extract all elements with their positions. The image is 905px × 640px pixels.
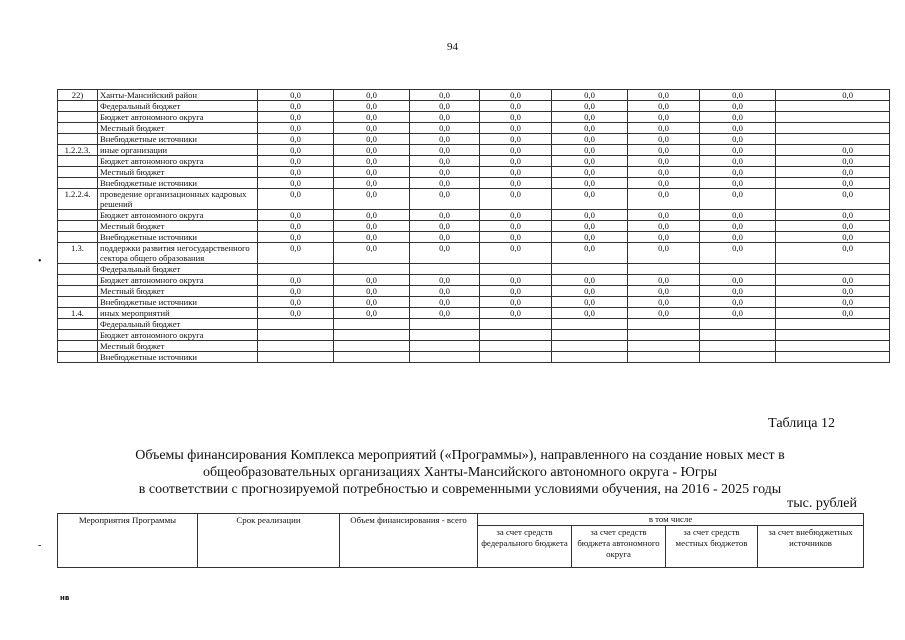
row-code bbox=[58, 221, 98, 232]
row-value: 0,0 bbox=[552, 101, 628, 112]
table-row bbox=[58, 178, 890, 189]
row-value: 0,0 bbox=[334, 145, 410, 156]
row-code bbox=[58, 286, 98, 297]
row-value: 0,0 bbox=[258, 123, 334, 134]
row-value: 0,0 bbox=[258, 232, 334, 243]
row-value: 0,0 bbox=[552, 134, 628, 145]
row-value bbox=[700, 330, 776, 341]
row-name: Внебюджетные источники bbox=[98, 134, 258, 145]
row-value: 0,0 bbox=[334, 134, 410, 145]
row-value: 0,0 bbox=[258, 134, 334, 145]
row-value: 0,0 bbox=[480, 297, 552, 308]
row-value: 0,0 bbox=[776, 286, 890, 297]
row-value bbox=[776, 352, 890, 363]
row-value: 0,0 bbox=[334, 286, 410, 297]
col-including-header: в том числе bbox=[478, 514, 864, 526]
row-value: 0,0 bbox=[334, 275, 410, 286]
row-value: 0,0 bbox=[628, 286, 700, 297]
row-value: 0,0 bbox=[628, 134, 700, 145]
row-code: 1.2.2.3. bbox=[58, 145, 98, 156]
row-value: 0,0 bbox=[700, 210, 776, 221]
row-value: 0,0 bbox=[776, 167, 890, 178]
row-value: 0,0 bbox=[628, 275, 700, 286]
row-name: Внебюджетные источники bbox=[98, 232, 258, 243]
row-value: 0,0 bbox=[776, 90, 890, 101]
row-value bbox=[334, 341, 410, 352]
row-value bbox=[552, 341, 628, 352]
row-value: 0,0 bbox=[410, 178, 480, 189]
row-code bbox=[58, 101, 98, 112]
row-value: 0,0 bbox=[410, 243, 480, 264]
row-value: 0,0 bbox=[258, 145, 334, 156]
table-row bbox=[58, 275, 890, 286]
row-value: 0,0 bbox=[480, 178, 552, 189]
heading-line-1: Объемы финансирования Комплекса мероприятий («Программы»), направленного на создание новых мест в bbox=[135, 448, 785, 463]
table-row bbox=[58, 112, 890, 123]
table-row bbox=[58, 167, 890, 178]
row-name: Внебюджетные источники bbox=[98, 352, 258, 363]
row-value: 0,0 bbox=[552, 156, 628, 167]
row-value: 0,0 bbox=[258, 90, 334, 101]
row-value: 0,0 bbox=[628, 123, 700, 134]
row-value bbox=[628, 330, 700, 341]
row-value bbox=[628, 352, 700, 363]
row-value: 0,0 bbox=[480, 134, 552, 145]
row-value: 0,0 bbox=[480, 167, 552, 178]
row-value: 0,0 bbox=[776, 275, 890, 286]
row-value: 0,0 bbox=[258, 178, 334, 189]
row-value bbox=[410, 341, 480, 352]
row-value: 0,0 bbox=[700, 123, 776, 134]
col-measures-header: Мероприятия Программы bbox=[58, 514, 198, 568]
row-value: 0,0 bbox=[700, 189, 776, 210]
row-value: 0,0 bbox=[776, 221, 890, 232]
row-value bbox=[258, 352, 334, 363]
row-value: 0,0 bbox=[700, 167, 776, 178]
row-value: 0,0 bbox=[334, 178, 410, 189]
row-code bbox=[58, 297, 98, 308]
row-value: 0,0 bbox=[410, 189, 480, 210]
row-value: 0,0 bbox=[552, 123, 628, 134]
row-value: 0,0 bbox=[700, 275, 776, 286]
row-value bbox=[334, 352, 410, 363]
row-value: 0,0 bbox=[480, 221, 552, 232]
row-value: 0,0 bbox=[628, 101, 700, 112]
row-value: 0,0 bbox=[552, 210, 628, 221]
row-value: 0,0 bbox=[334, 189, 410, 210]
row-value bbox=[700, 319, 776, 330]
row-code bbox=[58, 275, 98, 286]
row-code bbox=[58, 167, 98, 178]
row-name: Федеральный бюджет bbox=[98, 319, 258, 330]
row-name: Внебюджетные источники bbox=[98, 178, 258, 189]
row-name: Ханты-Мансийский район bbox=[98, 90, 258, 101]
row-name: проведение организационных кадровых решений bbox=[98, 189, 258, 210]
row-value bbox=[628, 264, 700, 275]
table-row bbox=[58, 134, 890, 145]
row-value: 0,0 bbox=[410, 210, 480, 221]
row-value bbox=[480, 319, 552, 330]
row-value: 0,0 bbox=[480, 286, 552, 297]
row-value bbox=[776, 264, 890, 275]
row-value bbox=[552, 319, 628, 330]
row-value: 0,0 bbox=[410, 145, 480, 156]
table-row bbox=[58, 123, 890, 134]
col-period-header: Срок реализации bbox=[198, 514, 340, 568]
row-code bbox=[58, 156, 98, 167]
row-name: Бюджет автономного округа bbox=[98, 210, 258, 221]
heading-line-3: в соответствии с прогнозируемой потребностью и современными условиями обучения, на 2016 - 2025 годы bbox=[138, 482, 782, 497]
row-name: Федеральный бюджет bbox=[98, 264, 258, 275]
row-value: 0,0 bbox=[410, 90, 480, 101]
row-value bbox=[258, 264, 334, 275]
row-code: 1.3. bbox=[58, 243, 98, 264]
row-code bbox=[58, 352, 98, 363]
row-value: 0,0 bbox=[776, 178, 890, 189]
row-value: 0,0 bbox=[628, 90, 700, 101]
row-value: 0,0 bbox=[700, 221, 776, 232]
row-value bbox=[552, 264, 628, 275]
row-value: 0,0 bbox=[700, 112, 776, 123]
row-value: 0,0 bbox=[258, 297, 334, 308]
row-value: 0,0 bbox=[410, 308, 480, 319]
row-value: 0,0 bbox=[480, 243, 552, 264]
row-code bbox=[58, 264, 98, 275]
row-value bbox=[552, 330, 628, 341]
row-code bbox=[58, 123, 98, 134]
row-value: 0,0 bbox=[552, 145, 628, 156]
row-value: 0,0 bbox=[552, 221, 628, 232]
row-value: 0,0 bbox=[258, 156, 334, 167]
row-value: 0,0 bbox=[776, 156, 890, 167]
funding-table-12-header bbox=[57, 513, 864, 568]
row-value: 0,0 bbox=[700, 308, 776, 319]
row-value: 0,0 bbox=[776, 232, 890, 243]
table-row bbox=[58, 189, 890, 210]
row-value: 0,0 bbox=[410, 286, 480, 297]
col-regional-header: за счет средств бюджета автономного округа bbox=[572, 526, 666, 568]
row-name: иные организации bbox=[98, 145, 258, 156]
row-value: 0,0 bbox=[410, 297, 480, 308]
row-code bbox=[58, 341, 98, 352]
row-value: 0,0 bbox=[628, 178, 700, 189]
row-value: 0,0 bbox=[334, 90, 410, 101]
row-code: 1.4. bbox=[58, 308, 98, 319]
row-value: 0,0 bbox=[410, 221, 480, 232]
row-value: 0,0 bbox=[628, 308, 700, 319]
row-name: Местный бюджет bbox=[98, 341, 258, 352]
row-value: 0,0 bbox=[334, 297, 410, 308]
col-extra-header: за счет внебюджетных источников bbox=[758, 526, 864, 568]
row-value: 0,0 bbox=[258, 221, 334, 232]
row-value: 0,0 bbox=[700, 243, 776, 264]
row-value: 0,0 bbox=[334, 101, 410, 112]
row-name: Местный бюджет bbox=[98, 167, 258, 178]
row-code: 22) bbox=[58, 90, 98, 101]
row-value bbox=[776, 101, 890, 112]
funding-table-continued bbox=[57, 89, 890, 363]
row-value bbox=[410, 330, 480, 341]
row-value bbox=[410, 319, 480, 330]
row-value bbox=[258, 341, 334, 352]
row-value bbox=[776, 134, 890, 145]
row-code: 1.2.2.4. bbox=[58, 189, 98, 210]
row-name: Федеральный бюджет bbox=[98, 101, 258, 112]
row-value bbox=[776, 319, 890, 330]
row-value: 0,0 bbox=[628, 232, 700, 243]
row-value: 0,0 bbox=[480, 145, 552, 156]
row-value: 0,0 bbox=[700, 156, 776, 167]
table-row bbox=[58, 210, 890, 221]
table-row bbox=[58, 156, 890, 167]
row-code bbox=[58, 178, 98, 189]
row-value bbox=[334, 330, 410, 341]
table-row bbox=[58, 145, 890, 156]
row-value: 0,0 bbox=[480, 189, 552, 210]
row-value: 0,0 bbox=[410, 275, 480, 286]
row-value bbox=[258, 330, 334, 341]
row-value: 0,0 bbox=[334, 123, 410, 134]
row-value bbox=[480, 341, 552, 352]
row-value: 0,0 bbox=[700, 101, 776, 112]
row-value: 0,0 bbox=[552, 90, 628, 101]
row-value: 0,0 bbox=[700, 90, 776, 101]
table-row bbox=[58, 352, 890, 363]
table-row bbox=[58, 286, 890, 297]
row-value bbox=[410, 352, 480, 363]
row-value: 0,0 bbox=[334, 112, 410, 123]
row-value bbox=[410, 264, 480, 275]
row-value bbox=[480, 264, 552, 275]
row-value: 0,0 bbox=[776, 145, 890, 156]
row-value: 0,0 bbox=[552, 243, 628, 264]
col-total-header: Объем финансирования - всего bbox=[340, 514, 478, 568]
row-value: 0,0 bbox=[552, 232, 628, 243]
row-value bbox=[334, 319, 410, 330]
row-value bbox=[628, 319, 700, 330]
table-row bbox=[58, 243, 890, 264]
row-value: 0,0 bbox=[410, 112, 480, 123]
row-value: 0,0 bbox=[552, 286, 628, 297]
row-value: 0,0 bbox=[334, 221, 410, 232]
row-value: 0,0 bbox=[258, 243, 334, 264]
row-value: 0,0 bbox=[258, 275, 334, 286]
row-value: 0,0 bbox=[552, 297, 628, 308]
row-name: иных мероприятий bbox=[98, 308, 258, 319]
row-value: 0,0 bbox=[776, 189, 890, 210]
row-value: 0,0 bbox=[552, 178, 628, 189]
table-row bbox=[58, 319, 890, 330]
row-value: 0,0 bbox=[410, 101, 480, 112]
footer-mark: нв bbox=[60, 594, 70, 602]
row-value: 0,0 bbox=[410, 167, 480, 178]
table-row bbox=[58, 330, 890, 341]
row-value bbox=[700, 264, 776, 275]
row-value: 0,0 bbox=[480, 210, 552, 221]
row-value: 0,0 bbox=[258, 112, 334, 123]
row-value: 0,0 bbox=[480, 156, 552, 167]
row-code bbox=[58, 319, 98, 330]
row-name: Бюджет автономного округа bbox=[98, 330, 258, 341]
row-value: 0,0 bbox=[410, 123, 480, 134]
row-value: 0,0 bbox=[700, 286, 776, 297]
units-label: тыс. рублей bbox=[787, 496, 857, 511]
row-value: 0,0 bbox=[552, 275, 628, 286]
col-federal-header: за счет средств федерального бюджета bbox=[478, 526, 572, 568]
row-value: 0,0 bbox=[628, 167, 700, 178]
row-value: 0,0 bbox=[628, 189, 700, 210]
row-name: Бюджет автономного округа bbox=[98, 112, 258, 123]
row-value: 0,0 bbox=[552, 308, 628, 319]
row-value: 0,0 bbox=[552, 112, 628, 123]
row-value: 0,0 bbox=[700, 232, 776, 243]
row-value: 0,0 bbox=[258, 210, 334, 221]
row-value: 0,0 bbox=[628, 156, 700, 167]
row-value: 0,0 bbox=[628, 243, 700, 264]
row-value: 0,0 bbox=[552, 189, 628, 210]
row-value: 0,0 bbox=[628, 210, 700, 221]
row-value: 0,0 bbox=[258, 286, 334, 297]
row-value bbox=[480, 352, 552, 363]
row-value: 0,0 bbox=[334, 156, 410, 167]
col-local-header: за счет средств местных бюджетов bbox=[666, 526, 758, 568]
row-value: 0,0 bbox=[334, 308, 410, 319]
row-value bbox=[776, 330, 890, 341]
row-value bbox=[776, 341, 890, 352]
row-value bbox=[552, 352, 628, 363]
row-name: поддержки развития негосударственного сектора общего образования bbox=[98, 243, 258, 264]
row-value: 0,0 bbox=[776, 297, 890, 308]
row-value bbox=[700, 341, 776, 352]
table-row bbox=[58, 90, 890, 101]
row-value: 0,0 bbox=[628, 112, 700, 123]
row-value: 0,0 bbox=[700, 178, 776, 189]
row-value bbox=[776, 123, 890, 134]
row-value: 0,0 bbox=[552, 167, 628, 178]
row-value: 0,0 bbox=[776, 243, 890, 264]
row-value bbox=[700, 352, 776, 363]
table-row bbox=[58, 101, 890, 112]
table-row bbox=[58, 264, 890, 275]
row-value: 0,0 bbox=[258, 308, 334, 319]
row-name: Внебюджетные источники bbox=[98, 297, 258, 308]
row-value: 0,0 bbox=[700, 145, 776, 156]
row-value: 0,0 bbox=[480, 123, 552, 134]
row-value: 0,0 bbox=[480, 308, 552, 319]
row-value bbox=[480, 330, 552, 341]
row-value: 0,0 bbox=[776, 210, 890, 221]
row-value: 0,0 bbox=[410, 232, 480, 243]
row-value: 0,0 bbox=[480, 90, 552, 101]
row-code bbox=[58, 112, 98, 123]
row-name: Местный бюджет bbox=[98, 221, 258, 232]
table-row bbox=[58, 232, 890, 243]
row-name: Местный бюджет bbox=[98, 286, 258, 297]
row-value: 0,0 bbox=[628, 221, 700, 232]
row-value: 0,0 bbox=[334, 167, 410, 178]
row-value: 0,0 bbox=[480, 275, 552, 286]
row-value bbox=[776, 112, 890, 123]
heading-line-2: общеобразовательных организациях Ханты-Мансийского автономного округа - Югры bbox=[202, 465, 718, 480]
row-code bbox=[58, 210, 98, 221]
table-heading bbox=[80, 447, 840, 498]
row-value: 0,0 bbox=[480, 112, 552, 123]
row-value: 0,0 bbox=[258, 101, 334, 112]
table-row bbox=[58, 308, 890, 319]
row-code bbox=[58, 134, 98, 145]
table-row bbox=[58, 341, 890, 352]
margin-mark: - bbox=[38, 540, 42, 551]
row-name: Бюджет автономного округа bbox=[98, 275, 258, 286]
row-code bbox=[58, 330, 98, 341]
row-value: 0,0 bbox=[334, 243, 410, 264]
row-value bbox=[258, 319, 334, 330]
margin-mark: • bbox=[38, 256, 42, 267]
row-value: 0,0 bbox=[258, 167, 334, 178]
row-value: 0,0 bbox=[480, 101, 552, 112]
row-name: Местный бюджет bbox=[98, 123, 258, 134]
row-value: 0,0 bbox=[410, 134, 480, 145]
row-code bbox=[58, 232, 98, 243]
row-name: Бюджет автономного округа bbox=[98, 156, 258, 167]
row-value bbox=[334, 264, 410, 275]
row-value: 0,0 bbox=[700, 297, 776, 308]
row-value: 0,0 bbox=[700, 134, 776, 145]
row-value bbox=[628, 341, 700, 352]
row-value: 0,0 bbox=[334, 232, 410, 243]
row-value: 0,0 bbox=[410, 156, 480, 167]
row-value: 0,0 bbox=[776, 308, 890, 319]
page-number: 94 bbox=[447, 41, 458, 53]
table-row bbox=[58, 297, 890, 308]
row-value: 0,0 bbox=[258, 189, 334, 210]
row-value: 0,0 bbox=[628, 297, 700, 308]
table-row bbox=[58, 221, 890, 232]
table-label: Таблица 12 bbox=[768, 416, 835, 431]
row-value: 0,0 bbox=[628, 145, 700, 156]
row-value: 0,0 bbox=[480, 232, 552, 243]
row-value: 0,0 bbox=[334, 210, 410, 221]
